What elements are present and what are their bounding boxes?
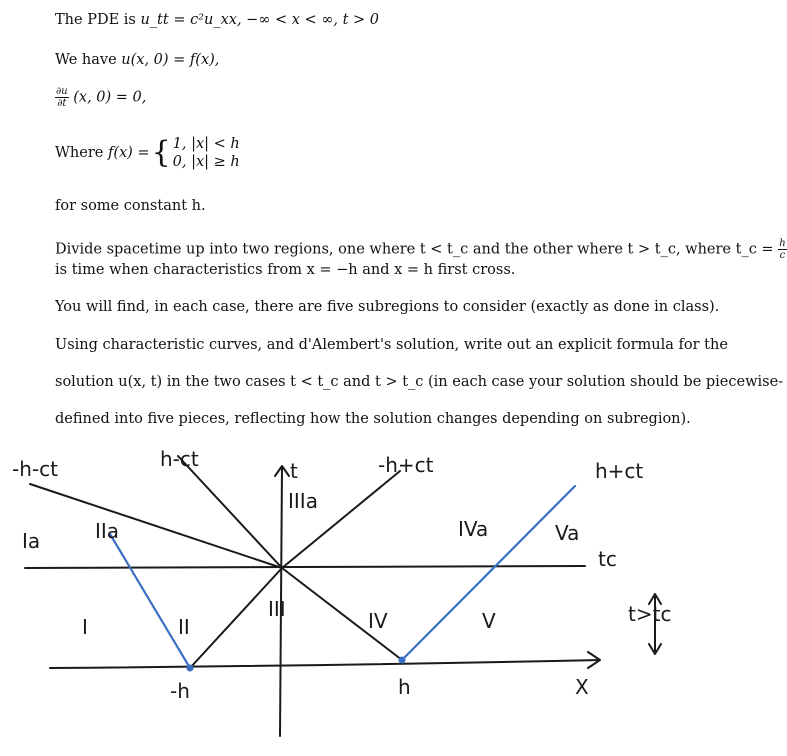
tc-denominator: c (779, 250, 786, 261)
initial-ut-line (55, 86, 146, 109)
using-line-3: defined into five pieces, reflecting how the solution changes depending on subregion). (55, 411, 691, 427)
label-t-gt-tc: t>tc (628, 602, 672, 626)
dt-denominator: ∂t (57, 98, 67, 109)
characteristics-sketch (0, 436, 737, 756)
label-h-ct: h-ct (160, 447, 199, 471)
label-minus-h-plus-ct: -h+ct (378, 453, 434, 477)
f-case-1: 1, |x| < h (172, 136, 240, 152)
divide-text-1: Divide spacetime up into two regions, one where t < t_c and the other where t > t_c, where t_c = (55, 241, 774, 258)
label-region-IV: IV (368, 609, 388, 633)
du-dt-fraction (55, 86, 69, 109)
divide-line-1 (55, 238, 787, 261)
label-region-IIa: IIa (95, 519, 120, 543)
label-region-V: V (482, 609, 496, 633)
subregions-line: You will find, in each case, there are five subregions to consider (exactly as done in class). (55, 299, 720, 315)
label-region-II: II (178, 615, 190, 639)
label-h-plus-ct: h+ct (595, 459, 644, 483)
left-brace-icon: { (151, 135, 171, 170)
using-line-2: solution u(x, t) in the two cases t < t_c and t > t_c (in each case your solution should be piecewise- (55, 374, 784, 390)
pde-line (55, 12, 379, 28)
pde-equation: u_tt = c²u_xx, −∞ < x < ∞, t > 0 (140, 12, 380, 28)
label-h: h (398, 675, 411, 699)
minus-h-point (187, 665, 194, 672)
label-region-I: I (82, 615, 88, 639)
label-region-IVa: IVa (458, 517, 489, 541)
label-region-IIIa: IIIa (288, 489, 318, 513)
f-lhs: f(x) = (107, 145, 150, 161)
label-tc: tc (598, 547, 617, 571)
blue-line-right (402, 486, 575, 660)
label-region-III: III (268, 597, 286, 621)
x-axis-line (50, 652, 600, 668)
tc-fraction (778, 238, 786, 261)
initial-ut-equation: (x, 0) = 0, (73, 89, 147, 106)
where-prefix: Where (55, 145, 108, 161)
line-minus-h-plus-ct (282, 471, 400, 568)
where-f-line (55, 135, 240, 171)
label-region-Va: Va (555, 521, 580, 545)
label-t-axis: t (290, 459, 298, 483)
label-minus-h: -h (170, 679, 190, 703)
constant-line: for some constant h. (55, 198, 206, 214)
initial-u-equation: u(x, 0) = f(x), (121, 52, 220, 68)
h-point (399, 657, 406, 664)
initial-u-prefix: We have (55, 52, 122, 68)
du-numerator: ∂u (56, 86, 68, 97)
f-cases (173, 135, 240, 171)
label-region-Ia: Ia (22, 529, 41, 553)
initial-u-line (55, 52, 219, 68)
divide-line-2: is time when characteristics from x = −h and x = h first cross. (55, 262, 516, 278)
tc-numerator: h (779, 238, 786, 249)
f-case-2: 0, |x| ≥ h (172, 154, 240, 170)
label-x-axis: X (575, 675, 589, 699)
tc-line (25, 566, 585, 568)
label-minus-h-ct: -h-ct (12, 457, 58, 481)
blue-line-left (110, 534, 190, 668)
using-line-1: Using characteristic curves, and d'Alembert's solution, write out an explicit formula for the (55, 337, 728, 353)
pde-prefix: The PDE is (55, 12, 141, 28)
